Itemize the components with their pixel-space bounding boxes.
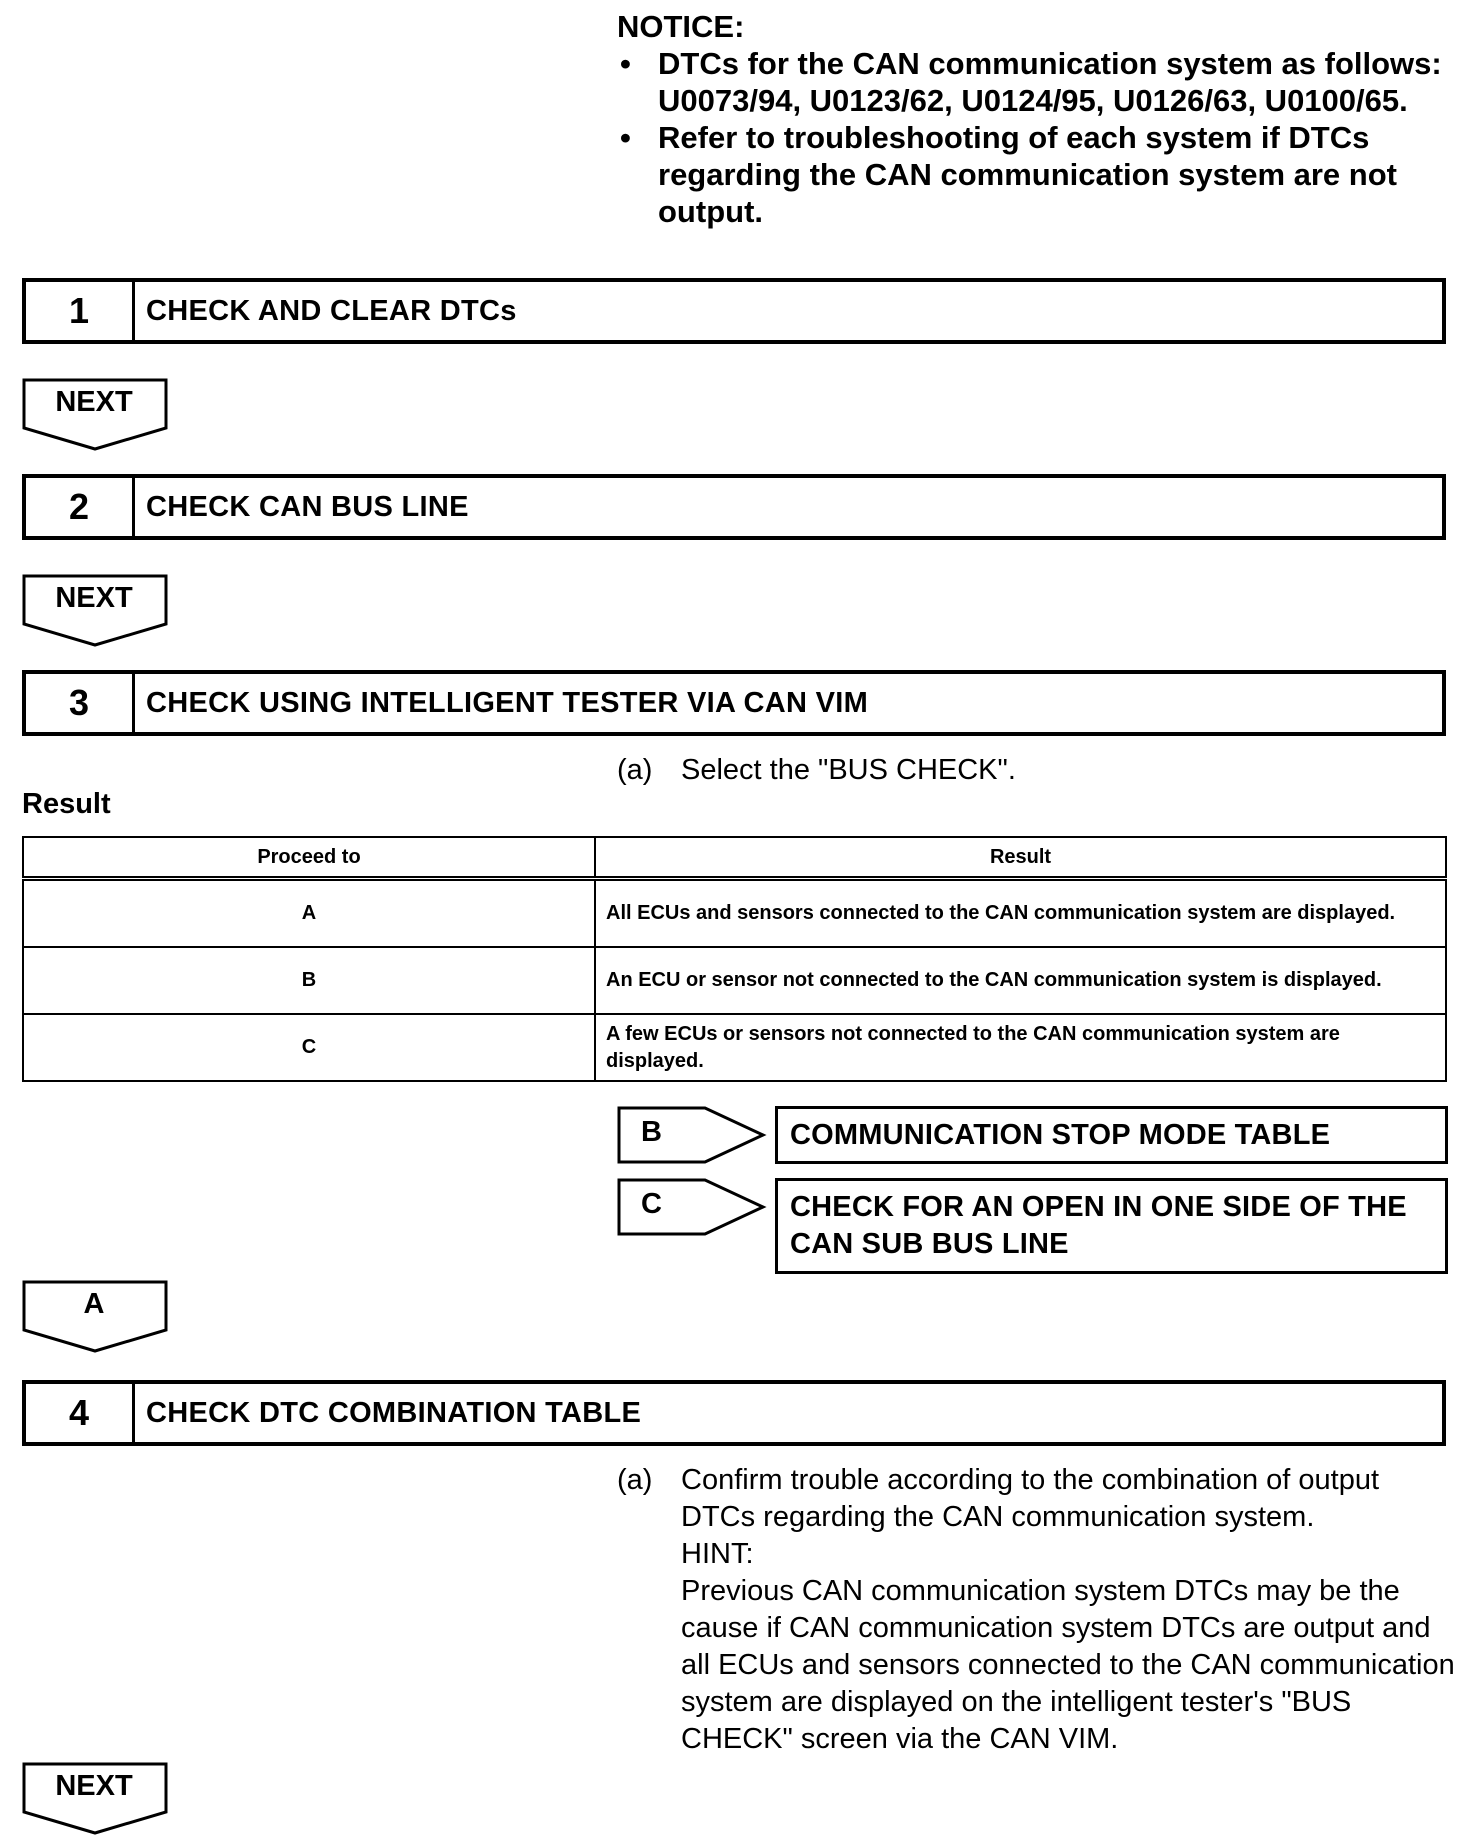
next-arrow-2[interactable] — [22, 574, 170, 650]
branch-b-target[interactable] — [775, 1106, 1448, 1164]
arrow-label: NEXT — [55, 386, 133, 418]
notice-block — [617, 8, 1457, 230]
right-arrow-icon — [617, 1106, 767, 1168]
table-row — [23, 1014, 1446, 1081]
step-4-instruction — [617, 1462, 1457, 1758]
notice-item-text: DTCs for the CAN communication system as follows: U0073/94, U0123/62, U0124/95, U0126/63, U0100/65. — [658, 46, 1442, 118]
branch-c-target[interactable] — [775, 1178, 1448, 1274]
branch-b-arrow[interactable] — [617, 1106, 767, 1168]
a-arrow[interactable] — [22, 1280, 170, 1356]
step-4-header — [22, 1380, 1446, 1446]
bullet: • — [620, 46, 631, 81]
sub-text: Confirm trouble according to the combination of output DTCs regarding the CAN communication system. — [681, 1464, 1380, 1533]
arrow-label: NEXT — [55, 582, 133, 614]
branch-b-text: COMMUNICATION STOP MODE TABLE — [790, 1119, 1331, 1151]
sub-text: Select the "BUS CHECK". — [681, 754, 1016, 786]
result-cell: A few ECUs or sensors not connected to the CAN communication system are displayed. — [595, 1014, 1446, 1081]
column-header: Proceed to — [23, 837, 595, 879]
step-title: CHECK AND CLEAR DTCs — [146, 294, 517, 327]
result-cell: All ECUs and sensors connected to the CAN communication system are displayed. — [595, 879, 1446, 948]
result-table — [22, 836, 1447, 1082]
right-arrow-icon — [617, 1178, 767, 1240]
arrow-label: C — [641, 1188, 662, 1220]
proceed-cell: A — [23, 879, 595, 948]
next-arrow-3[interactable] — [22, 1762, 170, 1838]
step-2-header — [22, 474, 1446, 540]
step-3-instruction — [617, 752, 1457, 789]
column-header: Result — [595, 837, 1446, 879]
step-3-header — [22, 670, 1446, 736]
hint-label: HINT: — [681, 1538, 754, 1570]
step-number: 1 — [26, 282, 135, 340]
proceed-cell: C — [23, 1014, 595, 1081]
next-arrow-1[interactable] — [22, 378, 170, 454]
bullet: • — [620, 120, 631, 155]
step-number: 3 — [26, 674, 135, 732]
arrow-label: A — [83, 1288, 105, 1320]
step-number: 2 — [26, 478, 135, 536]
sub-label: (a) — [617, 754, 653, 786]
branch-c-text: CHECK FOR AN OPEN IN ONE SIDE OF THE CAN SUB BUS LINE — [790, 1191, 1407, 1260]
table-header-row — [23, 837, 1446, 879]
result-label: Result — [22, 788, 111, 820]
arrow-label: NEXT — [55, 1770, 133, 1802]
proceed-cell: B — [23, 947, 595, 1014]
step-title: CHECK CAN BUS LINE — [146, 490, 469, 523]
table-row — [23, 879, 1446, 948]
branch-c-arrow[interactable] — [617, 1178, 767, 1240]
step-title: CHECK USING INTELLIGENT TESTER VIA CAN VIM — [146, 686, 869, 719]
step-title: CHECK DTC COMBINATION TABLE — [146, 1396, 642, 1429]
notice-title: NOTICE: — [617, 9, 745, 44]
notice-item — [617, 119, 1457, 230]
table-row — [23, 947, 1446, 1014]
notice-item — [617, 45, 1457, 119]
result-cell: An ECU or sensor not connected to the CAN communication system is displayed. — [595, 947, 1446, 1014]
step-1-header — [22, 278, 1446, 344]
hint-text: Previous CAN communication system DTCs may be the cause if CAN communication system DTCs are output and all ECUs and sensors connected to the CAN communication system are displayed on the intelligent tester's "BUS CHECK" screen via the CAN VIM. — [681, 1575, 1455, 1755]
notice-item-text: Refer to troubleshooting of each system if DTCs regarding the CAN communication system are not output. — [658, 120, 1397, 229]
step-number: 4 — [26, 1384, 135, 1442]
arrow-label: B — [641, 1116, 662, 1148]
sub-label: (a) — [617, 1464, 653, 1496]
